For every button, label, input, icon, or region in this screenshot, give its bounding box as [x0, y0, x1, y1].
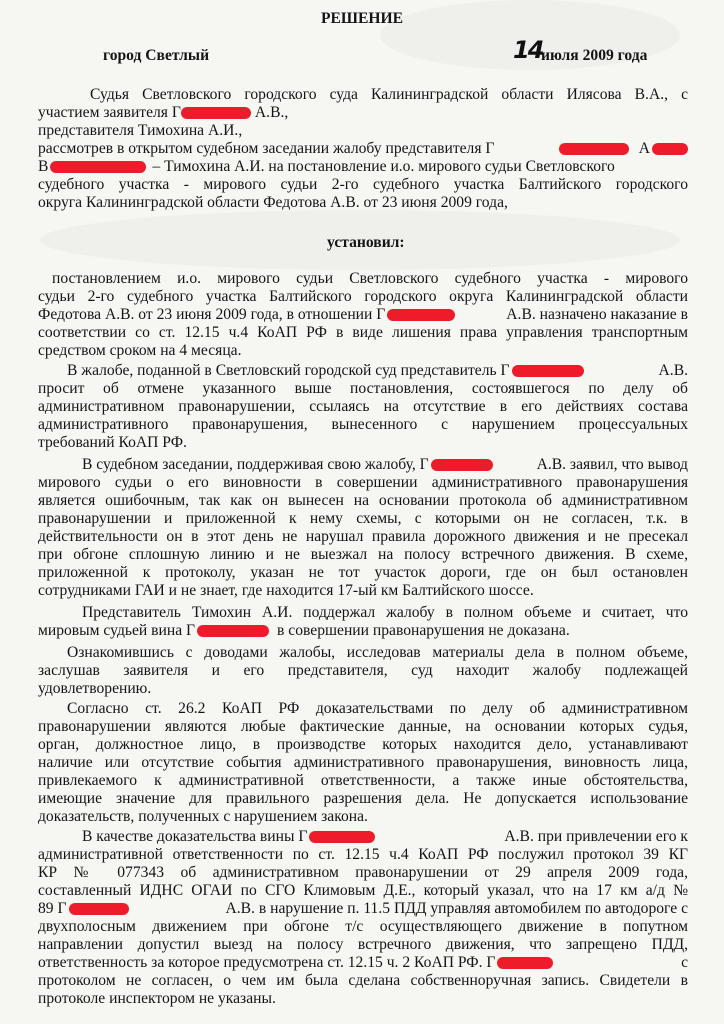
paragraph-line: В качестве доказательства вины Г А.В. при привлечении его к [82, 828, 688, 845]
paragraph-line: правонарушении и приложенной к нему схемы, с которыми он не согласен, т.к. в [38, 510, 688, 527]
paragraph-line: двухполосным движением при обгоне т/с осуществляющего движение в попутном [38, 918, 688, 935]
paragraph-line: постановлением и.о. мирового судьи Светловского судебного участка - мирового [52, 270, 688, 287]
paragraph-line: требований КоАП РФ. [38, 434, 187, 451]
intro-line: рассмотрев в открытом судебном заседании жалобу представителя Г А [38, 140, 688, 158]
paragraph-line: протоколе инспектором не указаны. [38, 990, 276, 1007]
paragraph-line: привлекаемого к административной ответственности, а также иные обстоятельства, [38, 772, 688, 789]
paragraph-line: ответственность за которое предусмотрена ст. 12.15 ч. 2 КоАП РФ. Г с [38, 954, 688, 971]
paragraph-line: наличие или отсутствие события административного правонарушения, виновность лица, [38, 754, 688, 771]
paragraph-line: приложенной к протоколу, указан не тот участок дороги, где он был остановлен [38, 564, 688, 581]
paragraph-line: судьи 2-го судебного участка Балтийского городского округа Калининградской области [38, 288, 688, 305]
document-title: РЕШЕНИЕ [320, 10, 404, 27]
paragraph-line: В судебном заседании, поддерживая свою жалобу, Г А.В. заявил, что вывод [82, 456, 688, 473]
paragraph-line: сотрудниками ГАИ и не знает, где находится 17-ый км Балтийского шоссе. [38, 582, 534, 599]
redaction-mark [652, 143, 688, 155]
paragraph-line: просит об отмене указанного выше постановления, состоявшегося по делу об [38, 380, 688, 397]
redaction-mark [559, 143, 629, 155]
paragraph-line: административного правонарушения, вынесенного с нарушением процессуальных [38, 416, 688, 433]
paragraph-line: орган, должностное лицо, в производстве которых находится дело, устанавливают [38, 736, 688, 753]
paragraph-line: имеющие значение для правильного разрешения дела. Не допускается использование [38, 790, 688, 807]
paragraph-line: доказательств, полученных с нарушением закона. [38, 808, 368, 825]
redaction-mark [497, 957, 553, 969]
paragraph-line: при обгоне сплошную линию и не выезжал на полосу встречного движения. В схеме, [38, 546, 688, 563]
paragraph-line: мировым судьей вина Г в совершении правонарушения не доказана. [38, 622, 570, 639]
paragraph-line: составленный ИДНС ОГАИ по СГО Климовым Д.Е., который указал, что на 17 км а/д № [38, 882, 688, 899]
intro-line: представителя Тимохина А.И., [38, 122, 243, 139]
paragraph-line: удовлетворению. [38, 680, 152, 697]
paragraph-line: КР № 077343 об административном правонарушении от 29 апреля 2009 года, [38, 864, 688, 881]
document-date: июля 2009 года [541, 47, 648, 64]
paragraph-line: 89 Г А.В. в нарушение п. 11.5 ПДД управляя автомобилем по автодороге с [38, 900, 688, 917]
intro-line: В – Тимохина А.И. на постановление и.о. мирового судьи Светловского [38, 158, 615, 175]
redaction-mark [181, 107, 251, 119]
paragraph-line: направлении допустил выезд на полосу встречного движения, что запрещено ПДД, [38, 936, 688, 953]
intro-line: судебного участка - мирового судьи 2-го судебного участка Балтийского городского [38, 176, 688, 193]
city-label: город Светлый [103, 47, 210, 64]
paragraph-line: В жалобе, поданной в Светловский городской суд представитель Г А.В. [67, 362, 688, 379]
paragraph-line: административном правонарушении, ссылаясь на отсутствие в его действиях состава [38, 398, 688, 415]
redaction-mark [197, 625, 269, 637]
paragraph-line: средством сроком на 4 месяца. [38, 342, 242, 359]
section-heading: установил: [327, 234, 405, 251]
redaction-mark [69, 903, 129, 915]
paragraph-line: Ознакомившись с доводами жалобы, исследовав материалы дела в полном объеме, [67, 644, 688, 661]
paragraph-line: Представитель Тимохин А.И. поддержал жалобу в полном объеме и считает, что [82, 604, 688, 621]
redaction-mark [387, 309, 455, 321]
paragraph-line: правонарушении являются любые фактические данные, на основании которых судья, [38, 718, 688, 735]
intro-line: округа Калининградской области Федотова А.В. от 23 июня 2009 года, [38, 194, 508, 211]
paragraph-line: заслушав заявителя и его представителя, суд находит жалобу подлежащей [38, 662, 688, 679]
handwritten-day: 14 [513, 36, 543, 64]
paragraph-line: административной ответственности по ст. 12.15 ч.4 КоАП РФ послужил протокол 39 КГ [38, 846, 688, 863]
paragraph-line: соответствии со ст. 12.15 ч.4 КоАП РФ в виде лишения права управления транспортным [38, 324, 688, 341]
redaction-mark [431, 459, 493, 471]
redaction-mark [50, 161, 146, 173]
paragraph-line: является ошибочным, так как он вынесен на основании протокола об административном [38, 492, 688, 509]
paragraph-line: мирового судьи о его виновности в совершении административного правонарушения [38, 474, 688, 491]
intro-line: Судья Светловского городского суда Калининградской области Илясова В.А., с [90, 86, 688, 103]
intro-line: участием заявителя Г А.В., [38, 104, 289, 121]
redaction-mark [512, 365, 584, 377]
redaction-mark [309, 831, 375, 843]
paragraph-line: Федотова А.В. от 23 июня 2009 года, в отношении Г А.В. назначено наказание в [38, 306, 688, 323]
paragraph-line: действительности он в этот день не нарушал правила дорожного движения и не пресекал [38, 528, 688, 545]
paragraph-line: Согласно ст. 26.2 КоАП РФ доказательствами по делу об административном [67, 700, 688, 717]
paragraph-line: протоколом не согласен, о чем им была сделана собственноручная запись. Свидетели в [38, 972, 688, 989]
